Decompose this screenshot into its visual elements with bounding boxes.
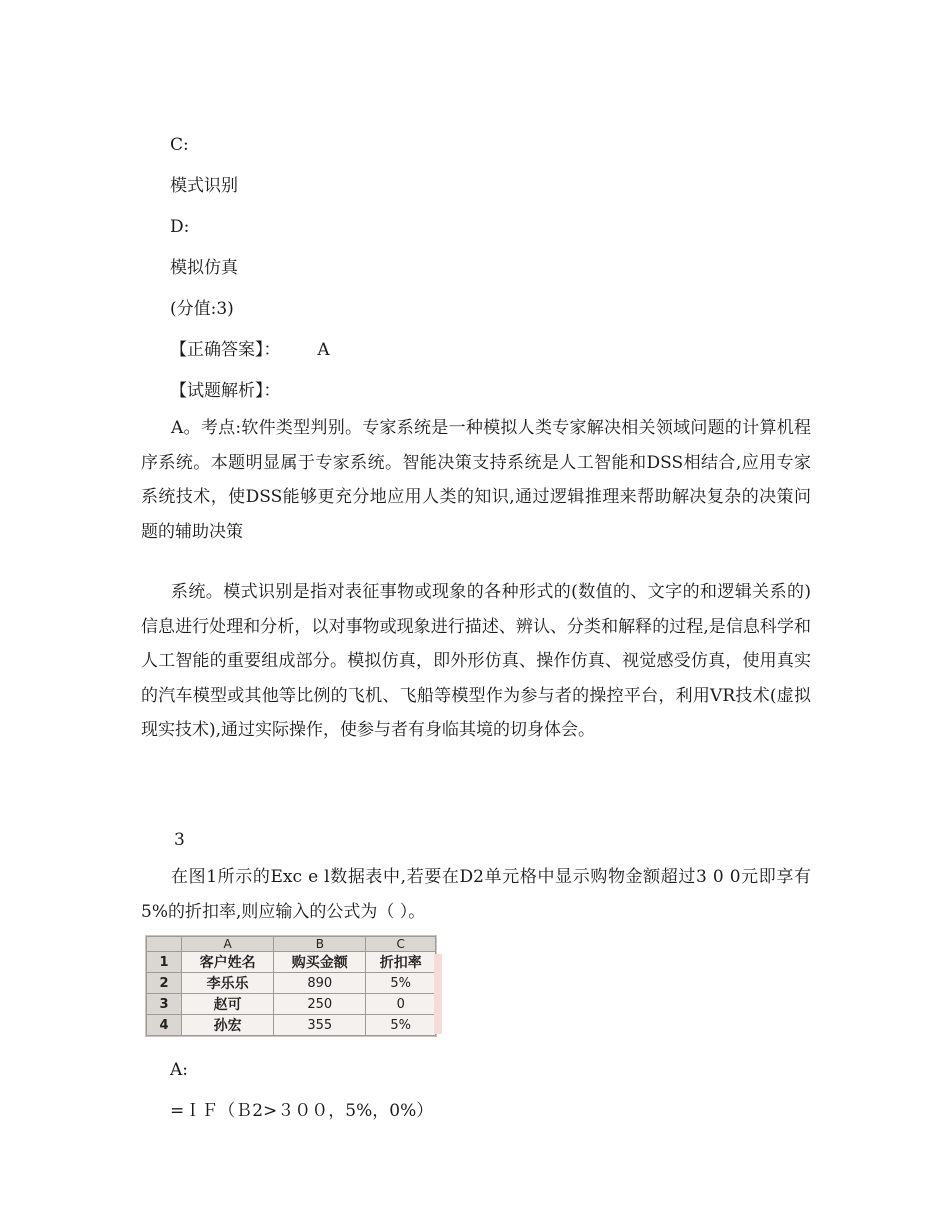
- excel-cell: 5%: [366, 1015, 436, 1036]
- analysis-label: 【试题解析】：: [170, 381, 281, 401]
- analysis-paragraph-1: A。考点:软件类型判别。专家系统是一种模拟人类专家解决相关领域问题的计算机程序系统。本题明显属于专家系统。智能决策支持系统是人工智能和DSS相结合,应用专家系统技术，使DSS能够更充分地应用人类的知识,通过逻辑推理来帮助解决复杂的决策问题的辅助决策: [141, 418, 811, 542]
- excel-cell: 赵可: [182, 994, 274, 1015]
- option-c-text: 模式识别: [170, 176, 238, 196]
- excel-header-amount: 购买金额: [274, 952, 366, 973]
- answer-label: 【正确答案】：: [170, 340, 281, 360]
- excel-cell: 5%: [366, 973, 436, 994]
- excel-header-discount: 折扣率: [366, 952, 436, 973]
- excel-cell: 0: [366, 994, 436, 1015]
- excel-edge-shade: [434, 954, 442, 1034]
- question-number: 3: [174, 830, 185, 850]
- excel-corner: [147, 937, 182, 952]
- option-a-label: A:: [170, 1060, 189, 1080]
- excel-row-number: 3: [147, 994, 182, 1015]
- analysis-paragraph-2: 系统。模式识别是指对表征事物或现象的各种形式的(数值的、文字的和逻辑关系的)信息进行处理和分析，以对事物或现象进行描述、辨认、分类和解释的过程,是信息科学和人工智能的重要组成部分。模拟仿真，即外形仿真、操作仿真、视觉感受仿真，使用真实的汽车模型或其他等比例的飞机、飞船等模型作为参与者的操控平台，利用VR技术(虚拟现实技术),通过实际操作，使参与者有身临其境的切身体会。: [141, 582, 811, 740]
- score-text: (分值:3): [170, 299, 234, 319]
- option-a-text: =ＩＦ（Ｂ2>３００，5%，0%）: [170, 1101, 434, 1121]
- excel-table-image: [145, 935, 437, 1037]
- question-text: 在图1所示的Exc e l数据表中,若要在D2单元格中显示购物金额超过3 0 0元即享有5%的折扣率,则应输入的公式为（ ）。: [141, 867, 811, 922]
- answer-line: [170, 338, 330, 362]
- option-c-label: C:: [170, 135, 189, 155]
- excel-row-number: 1: [147, 952, 182, 973]
- excel-cell: 孙宏: [182, 1015, 274, 1036]
- excel-header-name: 客户姓名: [182, 952, 274, 973]
- excel-cell: 李乐乐: [182, 973, 274, 994]
- excel-col-b: B: [274, 937, 366, 952]
- excel-cell: 355: [274, 1015, 366, 1036]
- excel-col-c: C: [366, 937, 436, 952]
- excel-row-number: 4: [147, 1015, 182, 1036]
- option-d-label: D:: [170, 217, 190, 237]
- answer-value: A: [317, 340, 330, 360]
- excel-cell: 250: [274, 994, 366, 1015]
- excel-cell: 890: [274, 973, 366, 994]
- excel-row-number: 2: [147, 973, 182, 994]
- excel-col-a: A: [182, 937, 274, 952]
- option-d-text: 模拟仿真: [170, 258, 238, 278]
